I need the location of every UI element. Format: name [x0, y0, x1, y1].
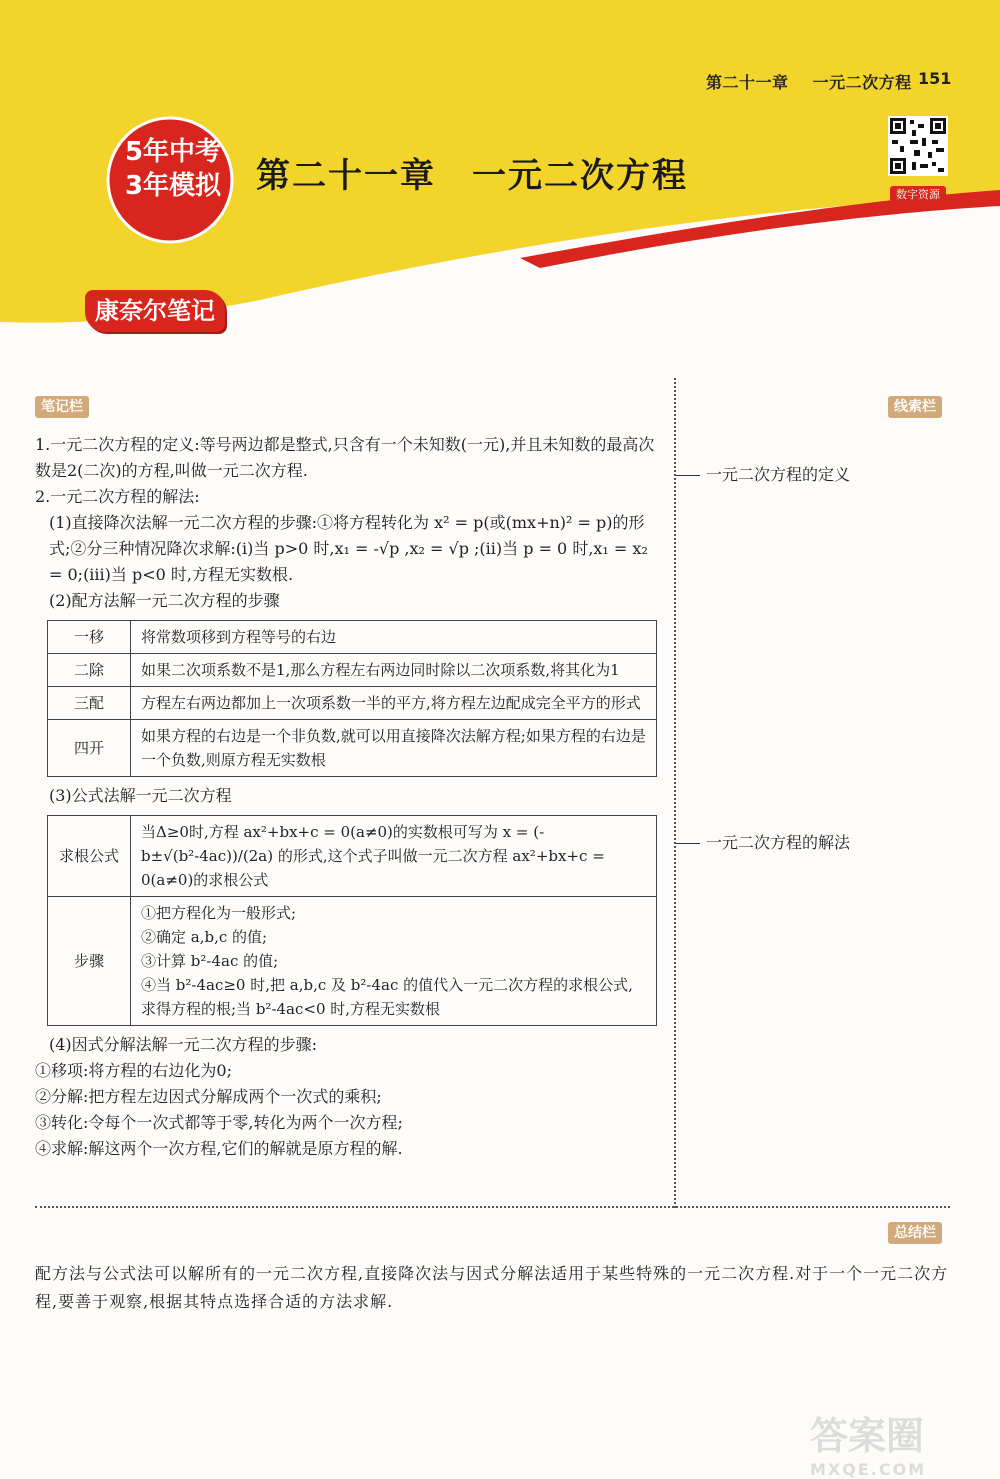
step-key: 三配 [48, 687, 131, 720]
steps-key: 步骤 [48, 897, 131, 1026]
table-row [48, 816, 657, 897]
notes-column-tag: 笔记栏 [35, 396, 89, 418]
direct-method-paragraph: (1)直接降次法解一元二次方程的步骤:①将方程转化为 x² = p(或(mx+n)² = p)的形式;②分三种情况降次求解:(i)当 p>0 时,x₁ = -√p ,x₂ = √p ;(ii)当 p = 0 时,x₁ = x₂ = 0;(iii)当 p<0 时,方程无实数根. [49, 513, 648, 584]
step-key: 四开 [48, 720, 131, 777]
formula-method-table [47, 815, 657, 1026]
cue-connector [676, 843, 700, 844]
completing-square-heading: (2)配方法解一元二次方程的步骤 [49, 591, 280, 610]
factoring-step: ③转化:令每个一次式都等于零,转化为两个一次方程; [35, 1113, 403, 1132]
watermark-sub: MXQE.COM [810, 1460, 927, 1479]
methods-heading: 2.一元二次方程的解法: [35, 487, 200, 506]
running-head-topic: 一元二次方程 [812, 73, 912, 92]
table-row [48, 687, 657, 720]
logo-line2: 3年模拟 [124, 171, 222, 201]
definition-paragraph: 1.一元二次方程的定义:等号两边都是整式,只含有一个未知数(一元),并且未知数的最高次数是2(二次)的方程,叫做一元二次方程. [35, 435, 655, 480]
logo-line1: 5年中考 [124, 137, 222, 167]
column-divider [674, 378, 676, 1208]
steps-cell [131, 897, 657, 1026]
step-text: 如果方程的右边是一个非负数,就可以用直接降次法解方程;如果方程的右边是一个负数,则原方程无实数根 [131, 720, 657, 777]
formula-step: ④当 b²-4ac≥0 时,把 a,b,c 及 b²-4ac 的值代入一元二次方程的求根公式,求得方程的根;当 b²-4ac<0 时,方程无实数根 [141, 976, 633, 1018]
formula-step: ①把方程化为一般形式; [141, 904, 297, 922]
cue-solving-methods [676, 830, 850, 853]
factoring-heading: (4)因式分解法解一元二次方程的步骤: [49, 1035, 318, 1054]
running-head-chapter: 第二十一章 [706, 73, 789, 92]
cue-definition [676, 462, 850, 485]
step-key: 一移 [48, 621, 131, 654]
step-text: 将常数项移到方程等号的右边 [131, 621, 657, 654]
formula-step: ②确定 a,b,c 的值; [141, 928, 268, 946]
factoring-step: ②分解:把方程左边因式分解成两个一次式的乘积; [35, 1087, 382, 1106]
table-row [48, 897, 657, 1026]
watermark-main: 答案圈 [810, 1414, 925, 1458]
cue-connector [676, 475, 700, 476]
completing-square-table [47, 620, 657, 777]
cue-text: 一元二次方程的解法 [706, 833, 851, 852]
running-head [706, 70, 912, 93]
summary-divider [35, 1206, 950, 1208]
formula-key: 求根公式 [48, 816, 131, 897]
page-number: 151 [918, 69, 952, 88]
cue-column-tag: 线索栏 [888, 396, 942, 418]
factoring-step: ④求解:解这两个一次方程,它们的解就是原方程的解. [35, 1139, 403, 1158]
qr-code-icon[interactable] [888, 116, 948, 176]
step-text: 如果二次项系数不是1,那么方程左右两边同时除以二次项系数,将其化为1 [131, 654, 657, 687]
table-row [48, 621, 657, 654]
notebook-badge: 康奈尔笔记 [85, 290, 225, 332]
qr-caption: 数字资源 [890, 186, 946, 202]
table-row [48, 720, 657, 777]
chapter-title: 第二十一章 一元二次方程 [256, 156, 688, 196]
brand-logo-text [118, 135, 228, 203]
formula-text: 当Δ≥0时,方程 ax²+bx+c = 0(a≠0)的实数根可写为 x = (-b±√(b²-4ac))/(2a) 的形式,这个式子叫做一元二次方程 ax²+bx+c = 0(a≠0)的求根公式 [131, 816, 657, 897]
summary-tag: 总结栏 [888, 1222, 942, 1244]
factoring-step: ①移项:将方程的右边化为0; [35, 1061, 232, 1080]
formula-method-heading: (3)公式法解一元二次方程 [49, 786, 232, 805]
notes-content [35, 432, 660, 1162]
cue-text: 一元二次方程的定义 [706, 465, 851, 484]
step-key: 二除 [48, 654, 131, 687]
formula-step: ③计算 b²-4ac 的值; [141, 952, 279, 970]
table-row [48, 654, 657, 687]
watermark [810, 1405, 980, 1479]
step-text: 方程左右两边都加上一次项系数一半的平方,将方程左边配成完全平方的形式 [131, 687, 657, 720]
summary-text: 配方法与公式法可以解所有的一元二次方程,直接降次法与因式分解法适用于某些特殊的一元二次方程.对于一个一元二次方程,要善于观察,根据其特点选择合适的方法求解. [35, 1264, 949, 1311]
